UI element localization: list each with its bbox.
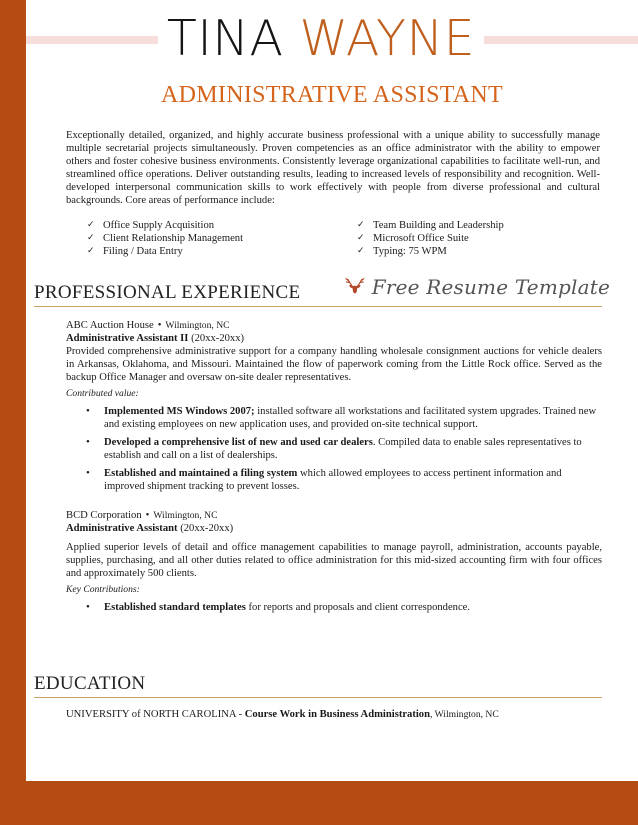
list-item: • Established standard templates for reports and proposals and client correspondence.: [66, 601, 602, 614]
template-watermark-text: Free Resume Template: [371, 275, 610, 299]
role-line: [66, 522, 602, 535]
list-item: • Developed a comprehensive list of new and used car dealers. Compiled data to enable sales representatives to establish and call on a list of dealerships.: [66, 436, 602, 462]
last-name: WAYNE: [299, 10, 476, 67]
employer-name: BCD Corporation: [66, 510, 142, 521]
job-description: Provided comprehensive administrative support for a company handling wholesale consignment auctions for vehicle dealers in Arkansas, Oklahoma, and Missouri. Maintained the flow of paperwork coming from the Little Rock office. Served as the backup Office Manager and oversaw on-site dealer representatives.: [66, 346, 602, 384]
contributions-label: Key Contributions:: [66, 584, 140, 596]
check-icon: ✓: [87, 246, 95, 257]
deer-head-icon: [344, 272, 366, 302]
skill-item: ✓ Microsoft Office Suite: [357, 233, 469, 245]
role-dates: (20xx-20xx): [180, 523, 234, 535]
education-entry: UNIVERSITY of NORTH CAROLINA - Course Work in Business Administration, Wilmington, NC: [66, 709, 499, 720]
skill-item: ✓ Client Relationship Management: [87, 233, 244, 245]
template-watermark: [344, 271, 610, 303]
job-entry: [66, 509, 602, 619]
course-name: Course Work in Business Administration: [244, 709, 431, 720]
bottom-accent-bar: [26, 781, 638, 825]
contributions-label: Contributed value:: [66, 388, 139, 400]
employer-location: Wilmington, NC: [165, 320, 230, 331]
check-icon: ✓: [87, 233, 95, 244]
role-dates: (20xx-20xx): [191, 333, 245, 345]
contributions-list: [66, 601, 602, 614]
employer-name: ABC Auction House: [66, 320, 154, 331]
list-item: • Implemented MS Windows 2007; installed software all workstations and facilitated system upgrades. Trained new and existing employees on new application uses, and provided on-site technical support.: [66, 405, 602, 431]
role-line: [66, 332, 602, 345]
check-icon: ✓: [357, 246, 365, 257]
role-title: Administrative Assistant: [66, 523, 178, 535]
skill-item: ✓ Filing / Data Entry: [87, 246, 183, 258]
school-name: UNIVERSITY of NORTH CAROLINA: [66, 709, 236, 720]
name-band-right: [484, 36, 638, 44]
bullet-dot: •: [157, 320, 162, 331]
skill-item: ✓ Office Supply Acquisition: [87, 220, 215, 231]
role-title: Administrative Assistant II: [66, 333, 189, 345]
check-icon: ✓: [87, 220, 95, 230]
education-heading: EDUCATION: [34, 673, 146, 694]
skills-list: [87, 219, 607, 259]
first-name: TINA: [166, 10, 284, 67]
job-title: ADMINISTRATIVE ASSISTANT: [161, 82, 503, 108]
experience-heading: PROFESSIONAL EXPERIENCE: [34, 282, 301, 303]
list-item: • Established and maintained a filing system which allowed employees to access pertinent information and improved shipment tracking to prevent losses.: [66, 467, 602, 493]
employer-line: [66, 509, 602, 522]
summary-paragraph: Exceptionally detailed, organized, and highly accurate business professional with a unique ability to successfully manage multiple secretarial projects simultaneously. Proven competencies as an office administrator with the ability to empower others and foster cohesive business environments. Consistently leverage organizational capabilities to facilitate well-run, and streamlined office operations. Deliver outstanding results, leading to increased levels of responsibility and recognition. Well-developed interpersonal communication skills to work effectively with people from diverse professional and cultural backgrounds. Core areas of performance include:: [66, 130, 600, 207]
education-rule: [34, 697, 602, 698]
job-description: Applied superior levels of detail and office management capabilities to manage payroll, administration, accounts payable, supplies, purchasing, and all other duties related to office administration for this mid-sized accounting firm with four offices and approximately 500 clients.: [66, 542, 602, 580]
check-icon: ✓: [357, 220, 365, 230]
candidate-name: [158, 8, 484, 70]
school-location: , Wilmington, NC: [430, 709, 499, 720]
job-entry: [66, 319, 602, 498]
skill-item: ✓ Team Building and Leadership: [357, 220, 504, 231]
left-accent-bar: [0, 0, 26, 825]
experience-rule: [34, 306, 602, 307]
bullet-dot: •: [145, 510, 150, 521]
contributions-list: [66, 405, 602, 494]
employer-line: [66, 319, 602, 332]
skill-item: ✓ Typing: 75 WPM: [357, 246, 447, 258]
name-band-left: [26, 36, 158, 44]
check-icon: ✓: [357, 233, 365, 244]
employer-location: Wilmington, NC: [153, 510, 218, 521]
